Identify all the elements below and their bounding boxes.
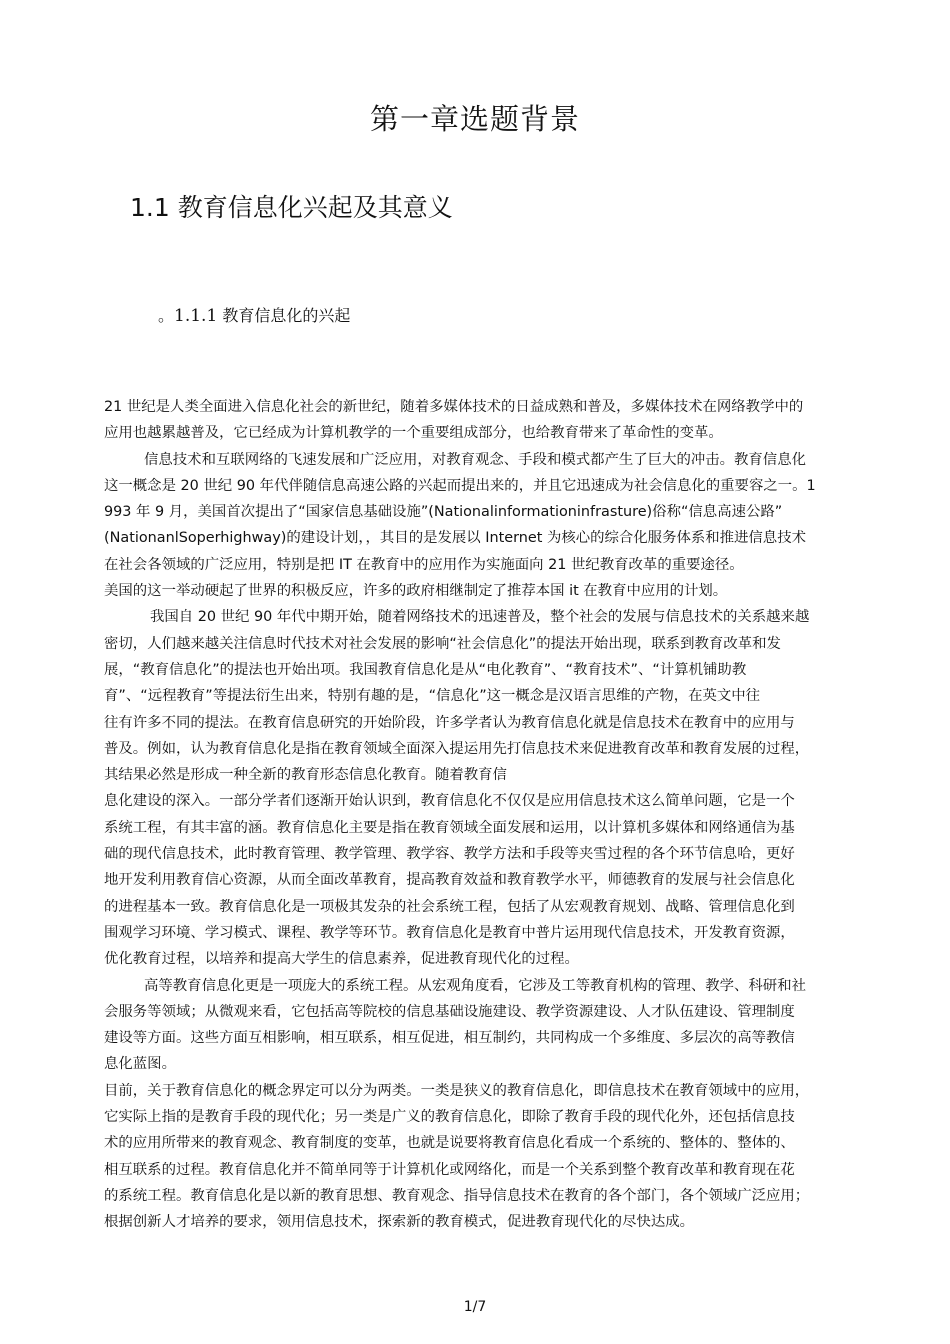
body-line: 这一概念是 20 世纪 90 年代伴随信息高速公路的兴起而提出来的，并且它迅速成为社会信息化的重要容之一。1 xyxy=(104,477,816,494)
body-line: 其结果必然是形成一种全新的教育形态信息化教育。随着教育信 xyxy=(104,767,507,784)
body-line: 息化建设的深入。一部分学者们逐渐开始认识到，教育信息化不仅仅是应用信息技术这么简单问题，它是一个 xyxy=(104,793,795,810)
body-text xyxy=(104,394,882,1236)
body-line: 优化教育过程，以培养和提高大学生的信息素养，促进教育现代化的过程。 xyxy=(104,951,579,968)
body-line: 高等教育信息化更是一项庞大的系统工程。从宏观角度看，它涉及工等教育机构的管理、教学、科研和社 xyxy=(144,977,806,994)
body-line: 美国的这一举动硬起了世界的积极反应，许多的政府相继制定了推荐本国 it 在教育中应用的计划。 xyxy=(104,583,728,600)
subsection-number: 1.1.1 xyxy=(174,306,218,326)
section-title: 1.1 教育信息化兴起及其意义 xyxy=(130,193,453,222)
subsection-prefix: 。 xyxy=(158,306,175,325)
body-line: 往有许多不同的提法。在教育信息研究的开始阶段，许多学者认为教育信息化就是信息技术在教育中的应用与 xyxy=(104,714,795,731)
body-line: 系统工程，有其丰富的涵。教育信息化主要是指在教育领域全面发展和运用，以计算机多媒体和网络通信为基 xyxy=(104,819,795,836)
body-line: 密切，人们越来越关注信息时代技术对社会发展的影响“社会信息化”的提法开始出现，联系到教育改革和发 xyxy=(104,635,781,652)
subsection-title xyxy=(158,303,350,326)
body-line: 建设等方面。这些方面互相影响，相互联系，相互促进，相互制约，共同构成一个多维度、多层次的高等教信 xyxy=(104,1030,795,1047)
body-line: 育”、“远程教育”等提法衍生出来，特别有趣的是，“信息化”这一概念是汉语言思维的产物，在英文中往 xyxy=(104,688,761,705)
body-line: 的系统工程。教育信息化是以新的教育思想、教育观念、指导信息技术在教育的各个部门，各个领域广泛应用； xyxy=(104,1187,810,1204)
body-line: 术的应用所带来的教育观念、教育制度的变革，也就是说要将教育信息化看成一个系统的、整体的、整体的、 xyxy=(104,1135,795,1152)
body-line: 础的现代信息技术，此时教育管理、教学管理、教学容、教学方法和手段等夹雪过程的各个环节信息哈，更好 xyxy=(104,846,795,863)
body-line: 围观学习环境、学习模式、课程、教学等环节。教育信息化是教育中普片运用现代信息技术，开发教育资源， xyxy=(104,924,795,941)
body-line: 目前，关于教育信息化的概念界定可以分为两类。一类是狭义的教育信息化，即信息技术在教育领域中的应用， xyxy=(104,1082,810,1099)
body-line: 我国自 20 世纪 90 年代中期开始，随着网络技术的迅速普及，整个社会的发展与信息技术的关系越来越 xyxy=(150,609,810,626)
body-line: 根据创新人才培养的要求，领用信息技术，探索新的教育模式，促进教育现代化的尽快达成。 xyxy=(104,1214,695,1231)
page-number: 1/7 xyxy=(463,1299,487,1315)
body-line: 展，“教育信息化”的提法也开始出项。我国教育信息化是从“电化教育”、“教育技术”、“计算机铺助教 xyxy=(104,661,747,678)
body-line: 21 世纪是人类全面进入信息化社会的新世纪，随着多媒体技术的日益成熟和普及，多媒体技术在网络教学中的 xyxy=(104,399,804,415)
body-line: 地开发利用教育信心资源，从而全面改革教育，提高教育效益和教育教学水平，师德教育的发展与社会信息化 xyxy=(104,872,795,889)
body-line: 信息技术和互联网络的飞速发展和广泛应用，对教育观念、手段和模式都产生了巨大的冲击。教育信息化 xyxy=(144,451,806,468)
body-line: 息化蓝图。 xyxy=(104,1056,176,1073)
body-line: 会服务等领域；从微观来看，它包括高等院校的信息基础设施建设、教学资源建设、人才队伍建设、管理制度 xyxy=(104,1003,795,1020)
chapter-title: 第一章选题背景 xyxy=(369,102,580,137)
body-line: 在社会各领域的广泛应用，特别是把 IT 在教育中的应用作为实施面向 21 世纪教育改革的重要途径。 xyxy=(104,556,744,573)
body-line: 993 年 9 月，美国首次提出了“国家信息基础设施”(Nationalinformationinfrasture)俗称“信息高速公路” xyxy=(104,504,783,521)
body-line: 普及。例如，认为教育信息化是指在教育领域全面深入提运用先打信息技术来促进教育改革和教育发展的过程， xyxy=(104,740,810,757)
body-line: 相互联系的过程。教育信息化并不简单同等于计算机化或网络化，而是一个关系到整个教育改革和教育现在花 xyxy=(104,1161,795,1178)
body-line: 应用也越累越普及，它已经成为计算机教学的一个重要组成部分，也给教育带来了革命性的变革。 xyxy=(104,425,723,442)
body-line: 它实际上指的是教育手段的现代化；另一类是广义的教育信息化，即除了教育手段的现代化外，还包括信息技 xyxy=(104,1109,795,1126)
body-line: (NationanlSoperhighway)的建设计划，，其目的是发展以 Internet 为核心的综合化服务体系和推进信息技术 xyxy=(104,530,806,547)
subsection-label: 教育信息化的兴起 xyxy=(217,306,351,325)
body-line: 的进程基本一致。教育信息化是一项极其发杂的社会系统工程，包括了从宏观教育规划、战略、管理信息化到 xyxy=(104,898,795,915)
